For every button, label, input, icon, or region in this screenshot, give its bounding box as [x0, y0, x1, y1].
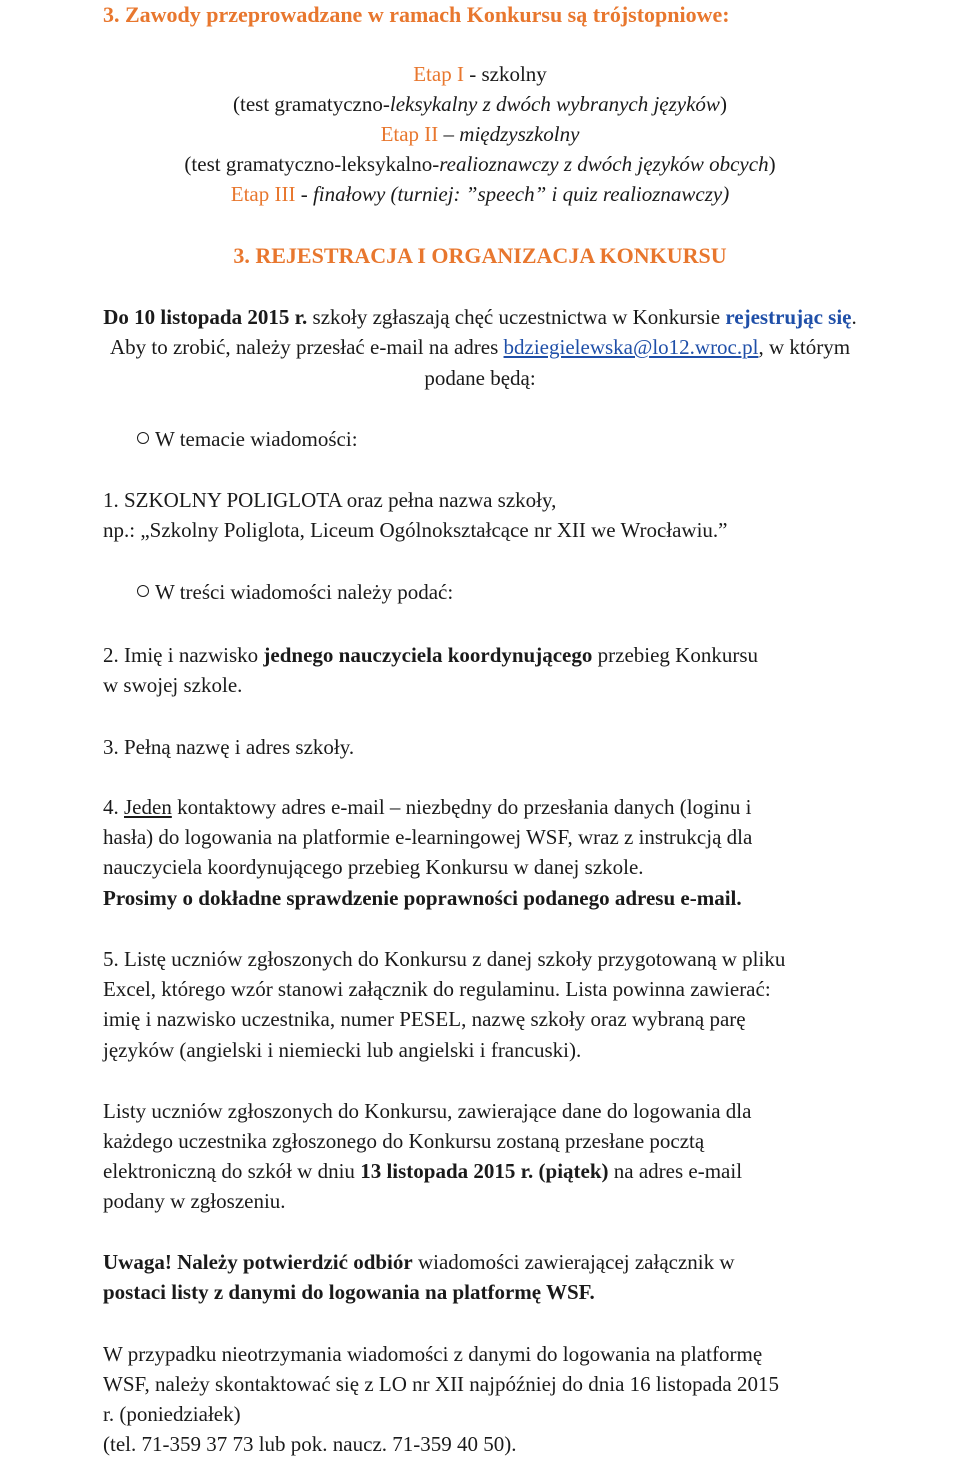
stage-3-line: Etap III - finałowy (turniej: ”speech” i quiz realioznawczy): [230, 182, 730, 206]
bullet-icon: [137, 585, 149, 597]
item-5-line-2: Excel, którego wzór stanowi załącznik do regulaminu. Lista powinna zawierać:: [103, 977, 771, 1001]
note-line-1: Uwaga! Należy potwierdzić odbiór wiadomości zawierającej załącznik w: [103, 1250, 735, 1274]
stage-2-description: (test gramatyczno-leksykalno-realioznawczy z dwóch języków obcych): [184, 152, 776, 176]
item-3: 3. Pełną nazwę i adres szkoły.: [103, 735, 355, 759]
lists-line-2: każdego uczestnika zgłoszonego do Konkursu zostaną przesłane pocztą: [103, 1129, 705, 1153]
final-line-4: (tel. 71-359 37 73 lub pok. naucz. 71-359 40 50).: [103, 1432, 517, 1456]
registration-title: 3. REJESTRACJA I ORGANIZACJA KONKURSU: [233, 243, 727, 268]
final-line-3: r. (poniedziałek): [103, 1402, 241, 1426]
intro-line-3: podane będą:: [424, 366, 536, 390]
item-2-line-2: w swojej szkole.: [103, 673, 243, 697]
item-5-line-3: imię i nazwisko uczestnika, numer PESEL, nazwę szkoły oraz wybraną parę: [103, 1007, 746, 1031]
item-4-warning: Prosimy o dokładne sprawdzenie poprawności podanego adresu e-mail.: [103, 886, 742, 910]
item-4-line-1: 4. Jeden kontaktowy adres e-mail – niezbędny do przesłania danych (loginu i: [103, 795, 752, 819]
item-1-line-2: np.: „Szkolny Poliglota, Liceum Ogólnokształcące nr XII we Wrocławiu.”: [103, 518, 728, 542]
lists-line-1: Listy uczniów zgłoszonych do Konkursu, zawierające dane do logowania dla: [103, 1099, 752, 1123]
item-4-line-3: nauczyciela koordynującego przebieg Konkursu w danej szkole.: [103, 855, 644, 879]
bullet-icon: [137, 432, 149, 444]
lists-line-4: podany w zgłoszeniu.: [103, 1189, 286, 1213]
bullet-subject: W temacie wiadomości:: [137, 427, 358, 451]
lists-line-3: elektroniczną do szkół w dniu 13 listopada 2015 r. (piątek) na adres e-mail: [103, 1159, 743, 1183]
item-5-line-4: języków (angielski i niemiecki lub angielski i francuski).: [103, 1038, 582, 1062]
item-5-line-1: 5. Listę uczniów zgłoszonych do Konkursu z danej szkoły przygotowaną w pliku: [103, 947, 786, 971]
stage-1-line: Etap I - szkolny: [413, 62, 547, 86]
section-heading: 3. Zawody przeprowadzane w ramach Konkursu są trójstopniowe:: [103, 2, 730, 27]
final-line-2: WSF, należy skontaktować się z LO nr XII najpóźniej do dnia 16 listopada 2015: [103, 1372, 779, 1396]
intro-line-2: Aby to zrobić, należy przesłać e-mail na adres bdziegielewska@lo12.wroc.pl, w którym: [109, 335, 851, 359]
item-4-line-2: hasła) do logowania na platformie e-learningowej WSF, wraz z instrukcją dla: [103, 825, 753, 849]
bullet-content: W treści wiadomości należy podać:: [137, 580, 453, 604]
item-2-line-1: 2. Imię i nazwisko jednego nauczyciela koordynującego przebieg Konkursu: [103, 643, 758, 667]
note-line-2: postaci listy z danymi do logowania na platformę WSF.: [103, 1280, 595, 1304]
item-1-line-1: 1. SZKOLNY POLIGLOTA oraz pełna nazwa szkoły,: [103, 488, 557, 512]
intro-line-1: Do 10 listopada 2015 r. szkoły zgłaszają chęć uczestnictwa w Konkursie rejestrując się.: [103, 305, 857, 329]
final-line-1: W przypadku nieotrzymania wiadomości z danymi do logowania na platformę: [103, 1342, 763, 1366]
stage-1-description: (test gramatyczno-leksykalny z dwóch wybranych języków): [233, 92, 727, 116]
stage-2-line: Etap II – międzyszkolny: [380, 122, 580, 146]
email-link[interactable]: bdziegielewska@lo12.wroc.pl: [503, 335, 759, 359]
